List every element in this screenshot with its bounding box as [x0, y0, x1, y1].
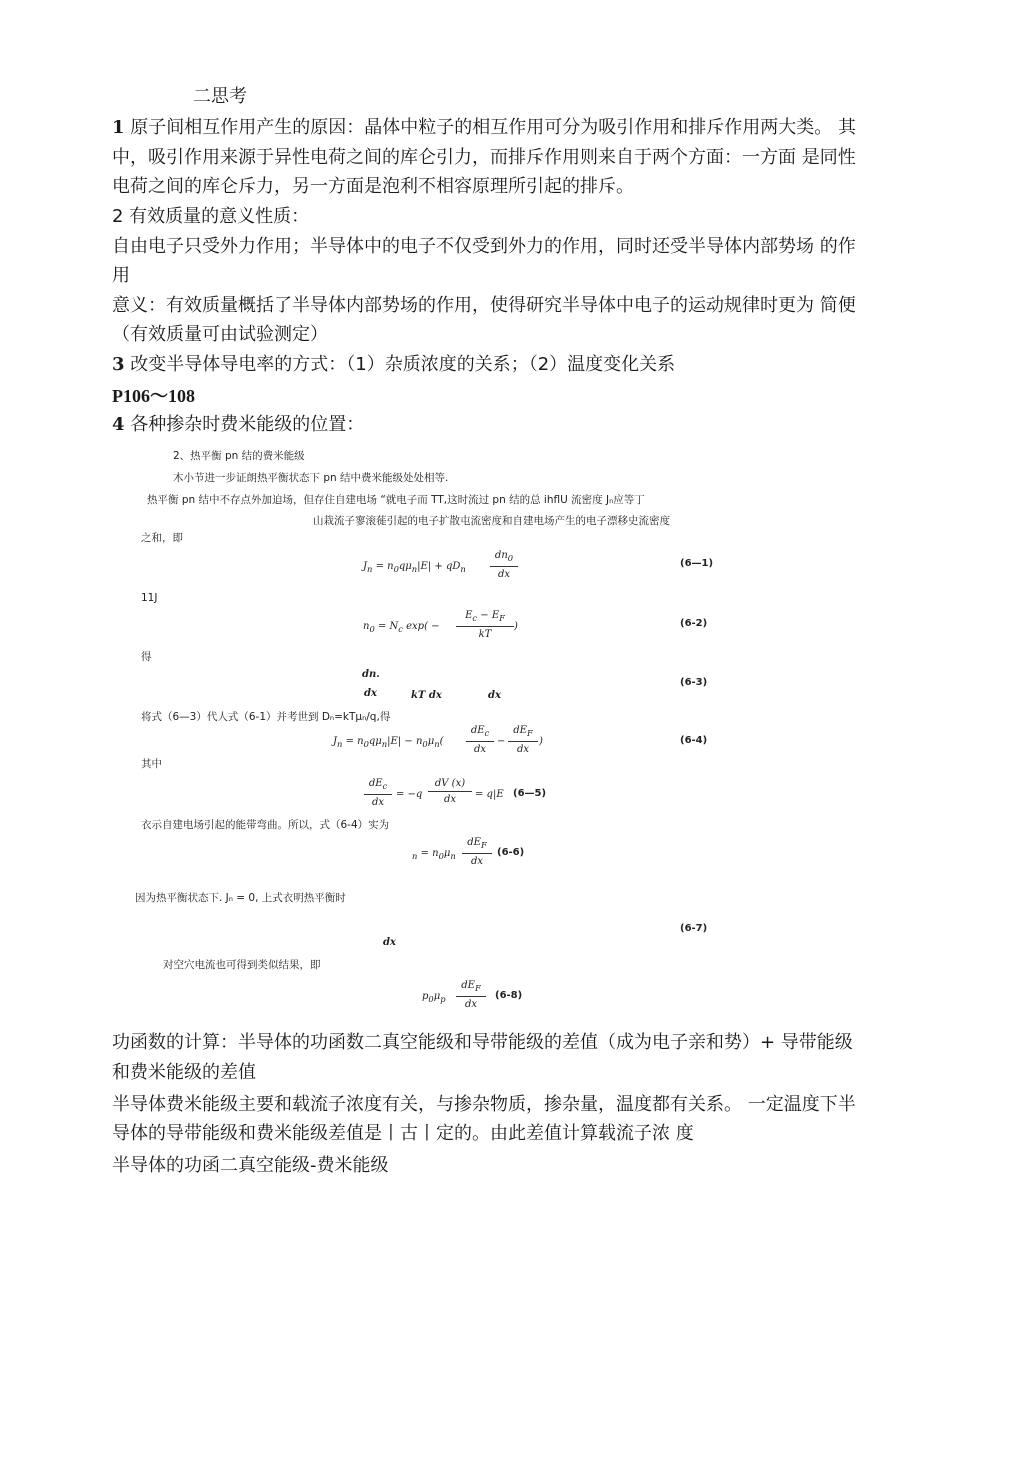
scan-text-6: 11J	[141, 592, 158, 604]
q1-line-3: 电荷之间的库仑斥力，另一方面是泡利不相容原理所引起的排斥。	[112, 176, 634, 197]
q1-number: 1	[112, 117, 125, 138]
equation-6-8-body: $p_0\mu_p$	[422, 991, 446, 1004]
equation-6-4-minus: −	[497, 736, 506, 747]
equation-6-8-number: (6-8)	[495, 990, 523, 1001]
equation-6-1-number: (6—1)	[680, 558, 714, 569]
equation-6-6-body: $_n = n_0\mu_n$	[412, 848, 456, 861]
scan-text-4: 山栽流子寥滚蓰引起的电子扩散屯流密度和自建电场产生的电子漂移史流密度	[313, 515, 670, 527]
equation-6-5-number: (6—5)	[513, 788, 547, 799]
equation-6-4-fraction-2: $dE_F$ dx	[508, 724, 538, 756]
equation-6-5-fraction-1: $dE_c$ dx	[364, 777, 392, 809]
equation-6-5-fraction-2: dV (x) dx	[428, 777, 472, 806]
work-function-line-3: 半导体费米能级主要和载流子浓度有关，与掺杂物质，掺杂量，温度都有关系。 一定温度下半	[112, 1094, 856, 1115]
equation-6-2-number: (6-2)	[680, 618, 708, 629]
scan-text-7: 得	[141, 651, 152, 663]
equation-6-1-body: $J_n = n_0q\mu_n|E| + qD_n$	[363, 561, 466, 574]
work-function-line-5: 半导体的功函二真空能级-费米能级	[112, 1155, 389, 1176]
equation-6-2-body: $n_0 = N_c$ exp( −	[363, 621, 440, 634]
equation-6-1-fraction: $dn_0$ dx	[490, 549, 518, 581]
q3-text: 改变半导体导电率的方式：（1）杂质浓度的关系；（2）温度变化关系	[130, 354, 676, 375]
q2-title: 2 有效质量的意义性质：	[112, 206, 310, 227]
work-function-line-1: 功函数的计算：半导体的功函数二真空能级和导带能级的差值（成为电子亲和势）+ 导带能级	[112, 1032, 853, 1053]
q2-line-2: 用	[112, 265, 130, 286]
equation-6-4-body: $J_n = n_0q\mu_n|E| - n_0\mu_n$(	[333, 736, 444, 749]
page-reference: P106～108	[112, 386, 195, 406]
equation-6-6-number: (6-6)	[497, 847, 525, 858]
equation-6-4-fraction-1: $dE_c$ dx	[466, 724, 494, 756]
scan-text-11: 因为热平衡状态下. Jₙ = 0, 上式衣明热平衡时	[135, 892, 346, 904]
equation-6-4-number: (6-4)	[680, 735, 708, 746]
scan-text-9: 其中	[141, 758, 162, 770]
scan-text-10: 衣示自建电场引起的能带弯曲。所以，式（6-4）实为	[141, 819, 390, 831]
equation-6-3-number: (6-3)	[680, 677, 708, 688]
equation-6-5-tail: = q|E	[475, 789, 504, 800]
work-function-line-2: 和费米能级的差值	[112, 1062, 256, 1083]
q2-line-4: （有效质量可由试验测定）	[112, 324, 328, 345]
q4-text: 各种掺杂时费米能级的位置：	[130, 414, 365, 435]
scan-text-5: 之和，即	[141, 532, 183, 544]
work-function-line-4: 导体的导带能级和费米能级差值是丨古丨定的。由此差值计算载流子浓 度	[112, 1123, 694, 1144]
scan-text-2: 木小节进一步证朗热平衡状态下 pn 结中费米能级处处相等.	[173, 472, 449, 484]
q1-text-1: 原子间相互作用产生的原因：晶体中粒子的相互作用可分为吸引作用和排斥作用两大类。 其	[130, 117, 856, 138]
equation-6-2-close: )	[514, 621, 518, 632]
scan-text-3: 热平衡 pn 结中不存点外加迫场，但存住自建电场 “就电子而 TT,这时流过 pn 结的总 ihflU 流密度 Jₙ应等丁	[147, 494, 645, 506]
scan-text-8: 将式（6—3）代人式（6-1）并考世到 Dₙ=kTμₙ/q,得	[141, 711, 391, 723]
equation-6-3-ktdx: kT dx	[411, 690, 442, 701]
equation-6-3-dx-1: dx	[364, 688, 377, 699]
equation-6-4-close: )	[539, 736, 543, 747]
equation-6-7-number: (6-7)	[680, 923, 708, 934]
equation-6-5-mid: = −q	[396, 789, 423, 800]
q3-number: 3	[112, 354, 125, 375]
q4-number: 4	[112, 414, 125, 435]
equation-6-7-dx: dx	[383, 937, 396, 948]
q2-line-3: 意义：有效质量概括了半导体内部势场的作用，使得研究半导体中电子的运动规律时更为 简便	[112, 295, 856, 316]
scan-text-12: 对空穴电流也可得到类似结果，即	[163, 959, 321, 971]
equation-6-3-top: dn.	[362, 669, 380, 680]
equation-6-3-dx-2: dx	[488, 690, 501, 701]
equation-6-2-fraction: $E_c - E_F$ kT	[456, 609, 514, 641]
q2-line-1: 自由电子只受外力作用；半导体中的电子不仅受到外力的作用，同时还受半导体内部势场 的作	[112, 236, 856, 257]
equation-6-8-fraction: $dE_F$ dx	[456, 979, 486, 1011]
scan-title: 2、热平衡 pn 结的费米能级	[173, 450, 305, 462]
equation-6-6-fraction: $dE_F$ dx	[462, 836, 492, 868]
q1-line-2: 中，吸引作用来源于异性电荷之间的库仑引力，而排斥作用则来自于两个方面：一方面 是同性	[112, 147, 856, 168]
section-heading: 二思考	[193, 86, 247, 107]
